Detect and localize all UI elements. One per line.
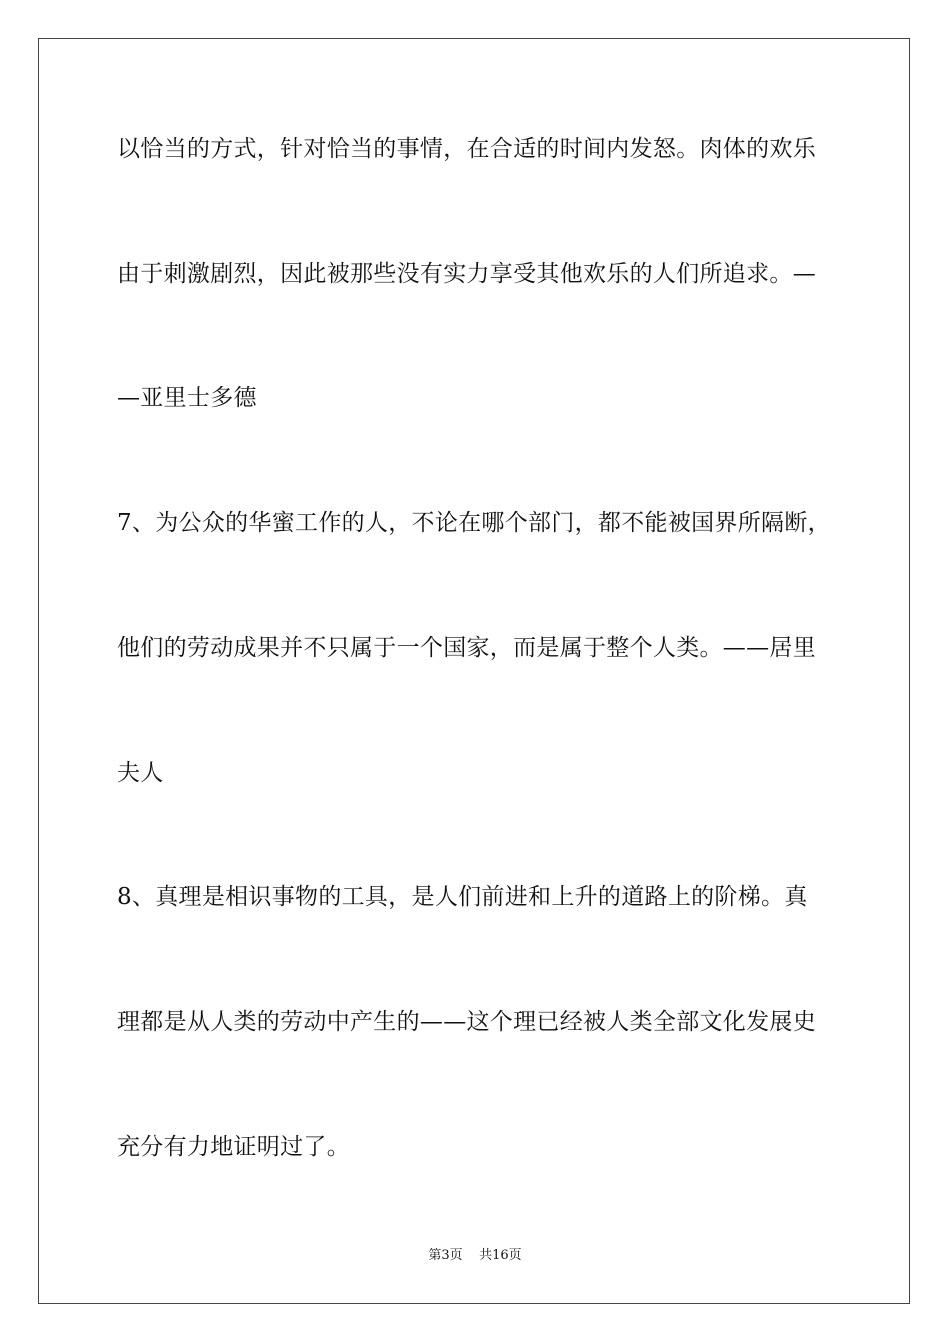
page-border <box>38 38 910 1304</box>
text-line: 充分有力地证明过了。 <box>117 1134 350 1160</box>
page-number-footer: 第3页 共16页 <box>428 1248 522 1263</box>
text-line: 以恰当的方式，针对恰当的事情，在合适的时间内发怒。肉体的欢乐 <box>117 136 816 162</box>
text-line: —亚里士多德 <box>117 385 257 411</box>
text-line: 夫人 <box>117 760 164 786</box>
text-line: 理都是从人类的劳动中产生的——这个理已经被人类全部文化发展史 <box>117 1009 816 1035</box>
text-line: 他们的劳动成果并不只属于一个国家，而是属于整个人类。——居里 <box>117 635 816 661</box>
text-line: 由于刺激剧烈，因此被那些没有实力享受其他欢乐的人们所追求。— <box>117 261 816 287</box>
text-line: 8、真理是相识事物的工具，是人们前进和上升的道路上的阶梯。真 <box>117 884 808 910</box>
text-line: 7、为公众的华蜜工作的人，不论在哪个部门，都不能被国界所隔断， <box>117 510 831 536</box>
